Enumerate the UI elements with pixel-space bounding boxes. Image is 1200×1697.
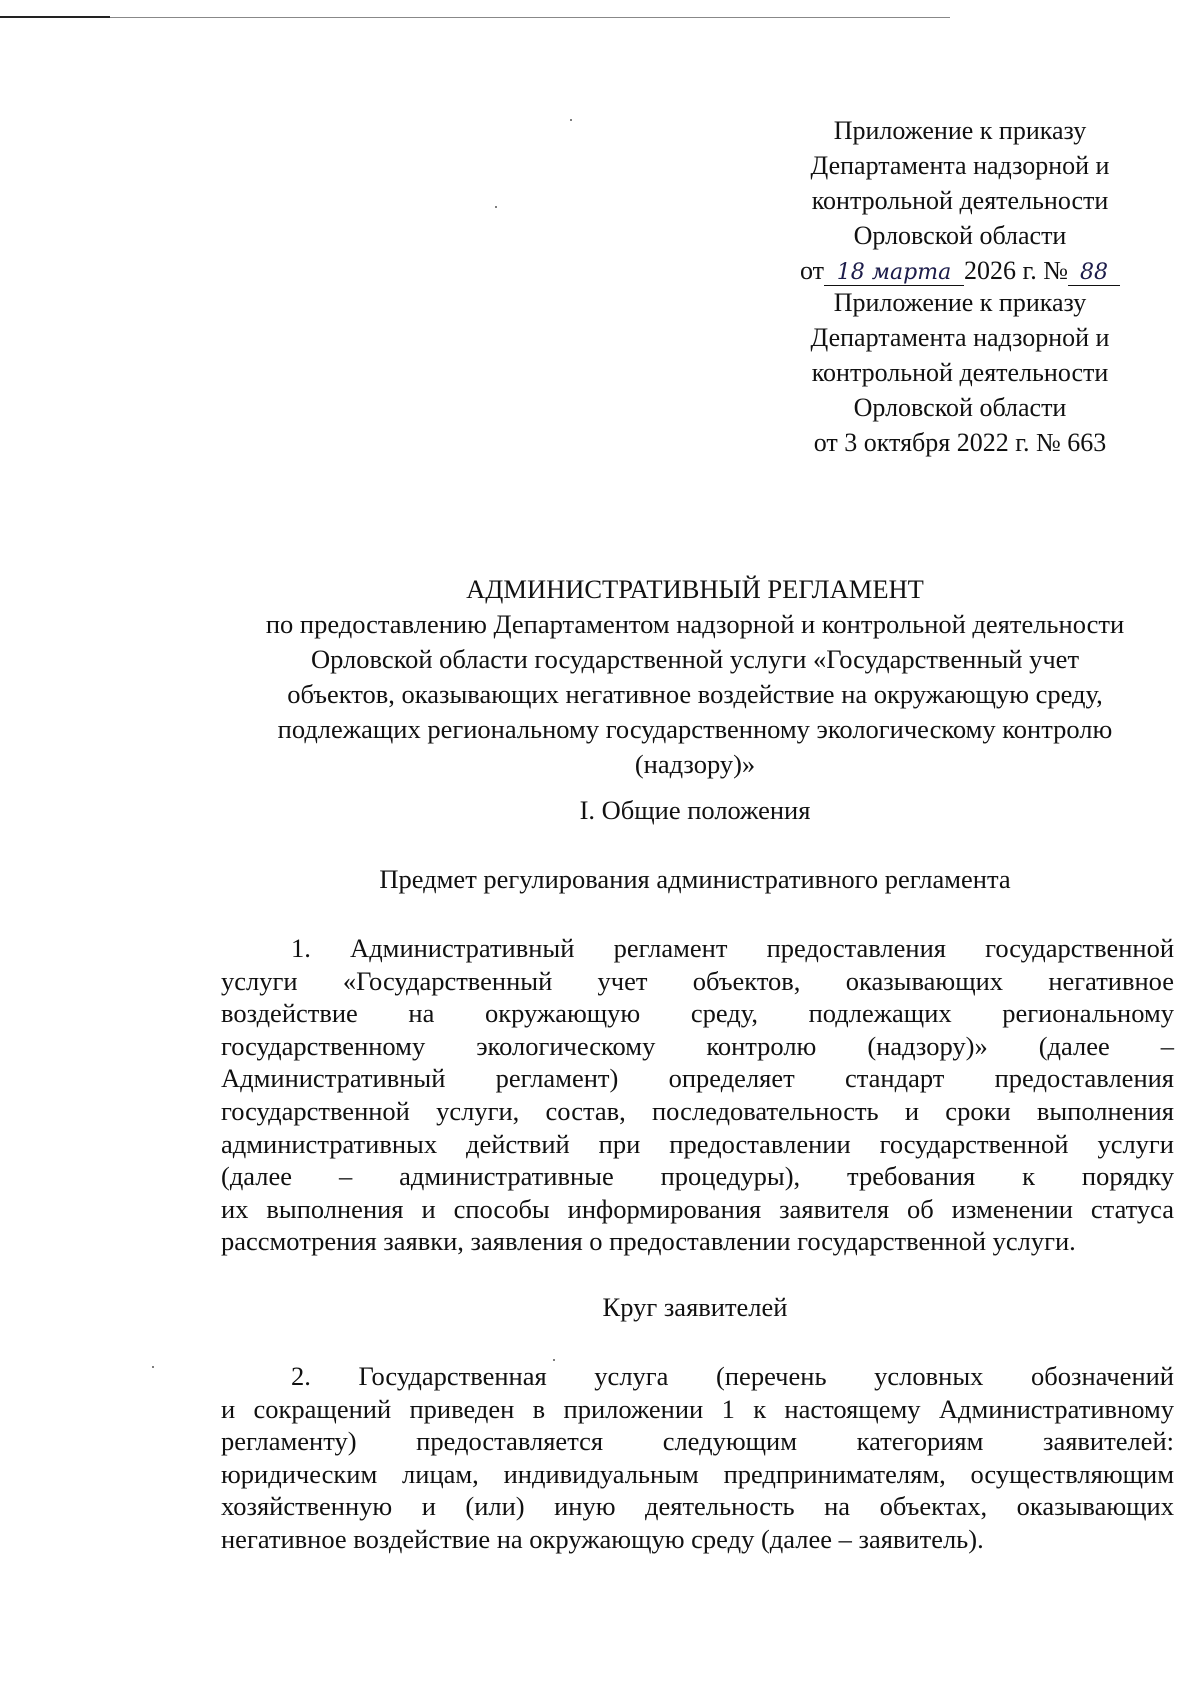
- title-line: по предоставлению Департаментом надзорной и контрольной деятельности: [265, 609, 1125, 639]
- title-line: (надзору)»: [634, 749, 756, 779]
- title-line: подлежащих региональному государственному экологическому контролю: [277, 714, 1113, 744]
- appendix-old-line: Приложение к приказу: [833, 288, 1087, 317]
- paragraph-line: юридическим лицам, индивидуальным предпринимателям, осуществляющим: [221, 1458, 1174, 1489]
- appendix-old-line: от 3 октября 2022 г. № 663: [813, 428, 1107, 457]
- applicants-heading: Круг заявителей: [602, 1292, 788, 1322]
- paragraph-line: 2. Государственная услуга (перечень условных обозначений: [291, 1361, 1174, 1391]
- paragraph-line: воздействие на окружающую среду, подлежащих региональному: [221, 998, 1174, 1029]
- appendix-new-line: контрольной деятельности: [811, 186, 1109, 215]
- scan-speck: [570, 119, 572, 121]
- title-main: АДМИНИСТРАТИВНЫЙ РЕГЛАМЕНТ: [466, 574, 924, 604]
- appendix-old-line: Орловской области: [853, 393, 1067, 422]
- scan-edge-line: [0, 16, 110, 18]
- paragraph-line: Административный регламент) определяет стандарт предоставления: [221, 1063, 1174, 1094]
- scan-speck: [152, 1366, 154, 1368]
- appendix-old-order: [770, 285, 1150, 460]
- section-heading: I. Общие положения: [579, 795, 811, 825]
- paragraph-line: рассмотрения заявки, заявления о предоставлении государственной услуги.: [221, 1226, 1076, 1257]
- handwritten-date: 18 марта: [824, 261, 964, 286]
- document-title: [200, 572, 1190, 782]
- paragraph-line: их выполнения и способы информирования заявителя об изменении статуса: [221, 1193, 1174, 1224]
- scan-edge-line-faint: [110, 17, 950, 18]
- paragraph-line: хозяйственную и (или) иную деятельность на объектах, оказывающих: [221, 1491, 1174, 1522]
- date-prefix: от: [799, 256, 824, 285]
- appendix-old-line: контрольной деятельности: [811, 358, 1109, 387]
- appendix-new-date-line: [770, 253, 1150, 288]
- paragraph-line: услуги «Государственный учет объектов, оказывающих негативное: [221, 965, 1174, 996]
- paragraph-line: (далее – административные процедуры), требования к порядку: [221, 1161, 1174, 1192]
- subsection-heading: Предмет регулирования административного регламента: [379, 864, 1011, 894]
- paragraph-1: [221, 932, 1174, 1258]
- paragraph-2: [221, 1360, 1174, 1556]
- appendix-new-line: Орловской области: [853, 221, 1067, 250]
- paragraph-line: регламенту) предоставляется следующим категориям заявителей:: [221, 1426, 1174, 1457]
- paragraph-line: административных действий при предоставлении государственной услуги: [221, 1128, 1174, 1159]
- handwritten-order-number: 88: [1068, 261, 1120, 286]
- date-year: 2026 г. №: [963, 256, 1069, 285]
- appendix-new-line: Департамента надзорной и: [810, 151, 1110, 180]
- paragraph-line: государственному экологическому контролю (надзору)» (далее –: [221, 1030, 1174, 1061]
- paragraph-line: и сокращений приведен в приложении 1 к настоящему Административному: [221, 1393, 1174, 1424]
- paragraph-line: государственной услуги, состав, последовательность и сроки выполнения: [221, 1095, 1174, 1126]
- appendix-old-line: Департамента надзорной и: [810, 323, 1110, 352]
- title-line: объектов, оказывающих негативное воздействие на окружающую среду,: [287, 679, 1103, 709]
- paragraph-line: 1. Административный регламент предоставления государственной: [291, 933, 1174, 963]
- title-line: Орловской области государственной услуги «Государственный учет: [310, 644, 1080, 674]
- paragraph-line: негативное воздействие на окружающую среду (далее – заявитель).: [221, 1523, 984, 1554]
- appendix-new-order: [770, 113, 1150, 288]
- appendix-new-line: Приложение к приказу: [833, 116, 1087, 145]
- scan-speck: [495, 206, 497, 208]
